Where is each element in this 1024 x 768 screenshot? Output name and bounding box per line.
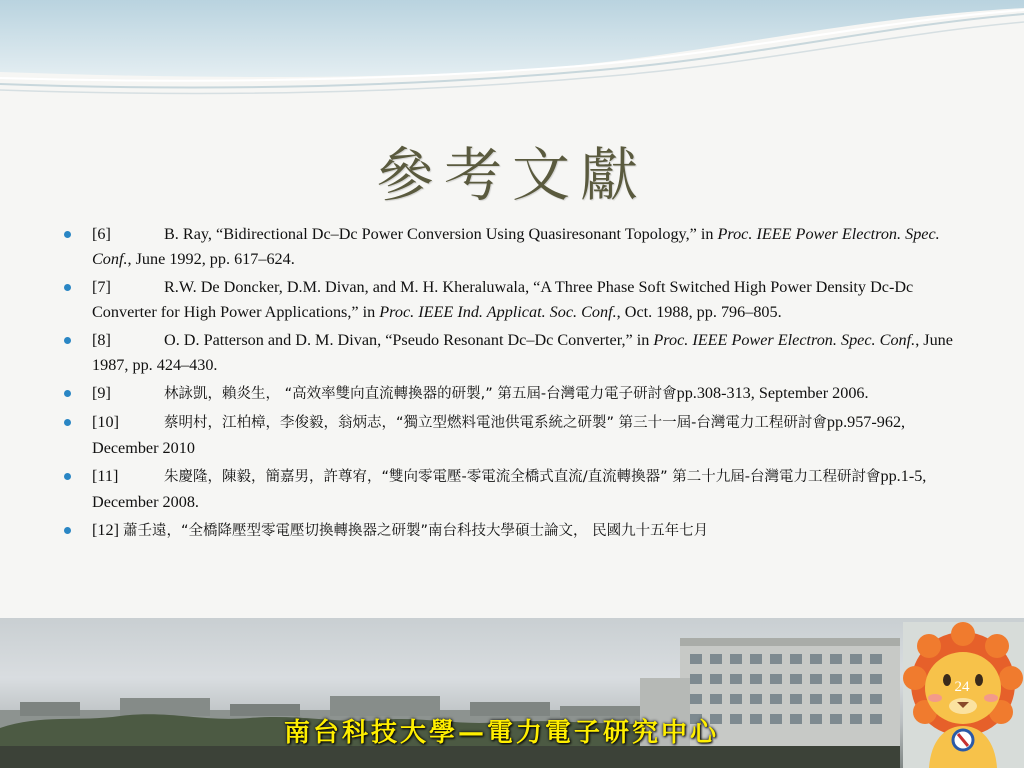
bullet-icon: [64, 419, 71, 426]
reference-details: , June 1987, pp. 424–430.: [92, 331, 953, 374]
reference-item: [60, 410, 960, 461]
reference-text: 蔡明村，江柏樟，李俊毅，翁炳志，“獨立型燃料電池供電系統之研製” 第三十一屆-台灣電力工程研討會: [164, 415, 827, 431]
footer-org-name: 南台科技大學—電力電子研究中心: [284, 718, 720, 748]
bullet-icon: [64, 473, 71, 480]
reference-number: [10]: [92, 413, 119, 431]
reference-details: , June 1992, pp. 617–624.: [127, 250, 295, 268]
reference-text: B. Ray, “Bidirectional Dc–Dc Power Conversion Using Quasiresonant Topology,” in: [164, 225, 718, 243]
page-number: 24: [954, 679, 970, 695]
reference-number: [12]: [92, 521, 119, 539]
reference-details: pp.308-313, September 2006.: [676, 384, 869, 402]
reference-number: [8]: [92, 331, 111, 349]
reference-text: 朱慶隆，陳毅，簡嘉男，許尊宥，“雙向零電壓-零電流全橋式直流/直流轉換器” 第二十九屆-台灣電力工程研討會: [164, 469, 881, 485]
reference-number: [7]: [92, 278, 111, 296]
reference-item: [60, 275, 960, 325]
bullet-icon: [64, 284, 71, 291]
reference-text: R.W. De Doncker, D.M. Divan, and M. H. Kheraluwala, “A Three Phase Soft Switched High Power Density Dc-Dc Converter for High Power Applications,” in: [92, 278, 914, 321]
reference-item: [60, 518, 960, 544]
reference-item: [60, 464, 960, 515]
reference-item: [60, 381, 960, 407]
reference-details: pp.1-5, December 2008.: [92, 467, 927, 511]
reference-venue: Proc. IEEE Power Electron. Spec. Conf.: [92, 225, 940, 268]
reference-item: [60, 328, 960, 378]
reference-details: , Oct. 1988, pp. 796–805.: [616, 303, 782, 321]
bullet-icon: [64, 527, 71, 534]
reference-text: 蕭壬遠，“全橋降壓型零電壓切換轉換器之研製”南台科技大學碩士論文， 民國九十五年七月: [123, 523, 709, 539]
bullet-icon: [64, 390, 71, 397]
reference-number: [6]: [92, 225, 111, 243]
bullet-icon: [64, 337, 71, 344]
reference-number: [11]: [92, 467, 119, 485]
reference-item: [60, 222, 960, 272]
top-wave-decoration: [0, 0, 1024, 110]
reference-details: pp.957-962, December 2010: [92, 413, 906, 457]
bullet-icon: [64, 231, 71, 238]
reference-text: 林詠凱，賴炎生， “高效率雙向直流轉換器的研製,” 第五屆-台灣電力電子研討會: [164, 386, 677, 402]
reference-list: [60, 222, 960, 547]
slide-title: 參考文獻: [375, 141, 648, 209]
reference-venue: Proc. IEEE Ind. Applicat. Soc. Conf.: [379, 303, 617, 321]
reference-text: O. D. Patterson and D. M. Divan, “Pseudo Resonant Dc–Dc Converter,” in: [164, 331, 654, 349]
reference-number: [9]: [92, 384, 111, 402]
reference-venue: Proc. IEEE Power Electron. Spec. Conf.: [653, 331, 916, 349]
